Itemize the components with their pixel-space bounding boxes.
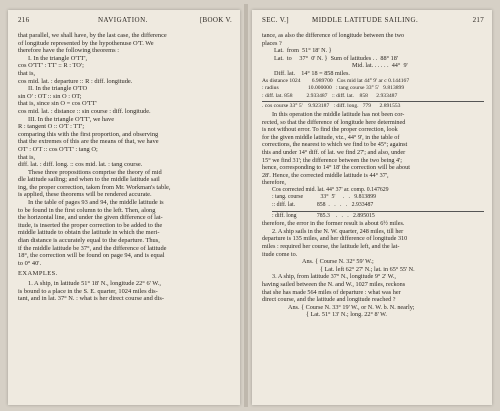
running-title: NAVIGATION. xyxy=(98,16,148,24)
text-line: 1. A ship, in latitude 51° 18' N., longitude 22° 6' W., xyxy=(28,280,161,287)
text-line: that parallel, we shall have, by the last case, the difference xyxy=(18,32,167,39)
log-line: As distance 1024 6.989700 Cos mid lat 44° 9' ar c 0.144167 xyxy=(262,77,410,84)
text-line: is bound to a place in the S. E. quarter, 1024 miles dis- xyxy=(18,287,158,295)
text-line: ing, the proper correction, taken from Mr. Workman's table, xyxy=(18,183,171,191)
text-line: that is, since sin O = cos O'TT' xyxy=(18,100,97,108)
right-page xyxy=(252,10,492,405)
text-line: therefore have the following theorems : xyxy=(18,47,119,55)
text-line: is applied, these theorems will be rendered accurate. xyxy=(18,191,152,199)
text-line: tance, as also the difference of longitude between the two xyxy=(262,32,405,39)
text-line: direct course, and the latitude and longitude reached ? xyxy=(262,296,396,304)
answer-line: Ans. { Course N. 32° 59' W.; xyxy=(302,258,374,266)
page-number: 217 xyxy=(472,16,484,24)
answer-line: { Lat. left 62° 27' N.; lat. in 65° 55' N. xyxy=(320,265,415,273)
right-page-body xyxy=(262,32,484,319)
text-line: of longitude represented by the hypothenuse O'T. We xyxy=(18,39,154,47)
section-label: SEC. V.] xyxy=(262,16,289,24)
text-line: 2. A ship sails in the N. W. quarter, 248 miles, till her xyxy=(272,227,404,235)
formula-line: cos mid. lat. : departure :: R : diff. longitude. xyxy=(18,77,133,85)
text-line: comparing this with the first proportion, and observing xyxy=(18,130,159,138)
text-line: I. In the triangle O'TT', xyxy=(28,54,88,62)
text-line: hence, corresponding to 14° 18' the correction will be about xyxy=(262,164,410,172)
log-line: : diff. lat. 858 2.933487 :: diff. lat. 858 2.933487 xyxy=(262,92,398,99)
text-line: tant, and in lat. 37° N. : what is her direct course and dis- xyxy=(18,295,164,303)
book-label: [BOOK V. xyxy=(199,16,232,24)
page-number: 216 xyxy=(18,16,30,24)
text-line: III. In the triangle O'TT', we have xyxy=(28,115,115,123)
text-line: In the table of pages 93 and 94, the middle latitude is xyxy=(28,199,164,207)
text-line: In this operation the middle latitude has not been cor- xyxy=(272,110,405,118)
text-line: that she has made 564 miles of departure : what was her xyxy=(262,288,401,296)
text-line: corrections, the nearest to which we find to be 45°; against xyxy=(262,141,408,149)
log-line: :: diff. lat. 858 . . . . 2.933487 xyxy=(272,202,374,209)
left-page-body xyxy=(18,32,232,303)
calc-line: Lat. from 51° 18' N. } xyxy=(274,47,332,55)
log-line: . cos course 33° 5' 9.923187 : diff. long. 779 2.891553 xyxy=(262,103,401,110)
text-line: to be found in the first column to the left. Then, along xyxy=(18,206,156,214)
answer-line: { Lat. 51° 13' N.; long. 22° 8' W. xyxy=(306,311,387,319)
formula-line: R : tangent O :: O'T : TT'; xyxy=(18,123,85,131)
text-line: for the given middle latitude, viz., 44° 9', in the table of xyxy=(262,133,400,141)
text-line: itude come to. xyxy=(262,250,298,258)
text-line: to 0° 40'. xyxy=(18,259,42,267)
formula-line: diff. lat. : diff. long. :: cos mid. lat. : tang course. xyxy=(18,161,143,169)
running-title: MIDDLE LATITUDE SAILING. xyxy=(312,16,419,24)
answer-line: Ans. { Course N. 33° 19' W., or N. W. b. N. nearly; xyxy=(288,303,415,311)
text-line: therefore, xyxy=(262,179,286,187)
examples-heading: EXAMPLES. xyxy=(18,270,58,278)
text-line: places ? xyxy=(262,39,282,47)
right-page-header xyxy=(252,16,492,26)
text-line: 18°, the correction will be found on page 94, and is equal xyxy=(18,252,165,260)
text-line: having sailed between the N. and W., 1027 miles, reckons xyxy=(262,281,406,288)
text-line: the horizontal line, and under the given difference of lat- xyxy=(18,214,163,222)
book-gutter xyxy=(244,4,248,407)
left-page xyxy=(8,10,240,405)
log-line: : diff. long 785.3 . . . 2.895015 xyxy=(272,212,375,219)
text-line: miles : required her course, the latitude left, and the lat- xyxy=(262,243,400,251)
text-line: itude, is inserted the proper correction to be added to the xyxy=(18,221,163,229)
text-line: if the middle latitude be 37°, and the difference of latitude xyxy=(18,244,167,252)
formula-line: cos mid. lat. : distance :: sin course : diff. longitude. xyxy=(18,107,151,115)
text-line: is not without error. To find the proper correction, look xyxy=(262,126,398,134)
formula-line: sin O' : OT :: sin O : OT; xyxy=(18,92,82,100)
text-line: middle latitude to obtain the latitude in which the meri- xyxy=(18,229,160,237)
log-line: : radius 10.000000 : tang course 33° 5' 9.813899 xyxy=(262,85,405,92)
log-line: : tang. course 33° 5' . . 9.813899 xyxy=(272,194,376,201)
formula-line: cos O'TT' : TT' :: R : TO'; xyxy=(18,62,84,70)
text-line: 28'. Hence, the corrected middle latitude is 44° 37', xyxy=(262,171,389,179)
text-line: therefore, the error in the former result is about 6½ miles. xyxy=(262,220,405,228)
table-rule xyxy=(272,211,484,212)
text-line: rected, so that the difference of longitude here determined xyxy=(262,118,406,126)
calc-line: Lat. to 37° 0' N. } Sum of latitudes . . 88° 18' xyxy=(274,54,398,62)
text-line: that is, xyxy=(18,153,36,161)
text-line: that the extremes of this are the means of that, we have xyxy=(18,138,159,146)
text-line: 15° we find 31'; the difference between the two being 4'; xyxy=(262,156,402,164)
text-line: 3. A ship, from latitude 37° N., longitude 9° 2' W., xyxy=(272,273,396,281)
log-line: Cos corrected mid. lat. 44° 37' ar. comp. 0.147629 xyxy=(272,186,389,193)
text-line: These three propositions comprise the theory of mid xyxy=(28,168,162,176)
calc-line: Mid. lat. . . . . . 44° 9' xyxy=(352,62,408,70)
text-line: II. In the triangle O'TO xyxy=(28,85,88,93)
text-line: that is, xyxy=(18,69,36,77)
formula-line: OT' : O'T :: cos O'TT' : tang O; xyxy=(18,145,98,153)
left-page-header xyxy=(8,16,240,26)
text-line: this and under 14° diff. of lat. we find 27'; and also, under xyxy=(262,148,406,156)
text-line: dian distance is accurately equal to the departure. Thus, xyxy=(18,237,160,245)
text-line: departure is 135 miles, and her difference of longitude 310 xyxy=(262,235,408,243)
text-line: dle latitude sailing; and when to the middle latitude sail xyxy=(18,176,160,184)
calc-line: Diff. lat. 14° 18 = 858 miles. xyxy=(274,69,350,77)
